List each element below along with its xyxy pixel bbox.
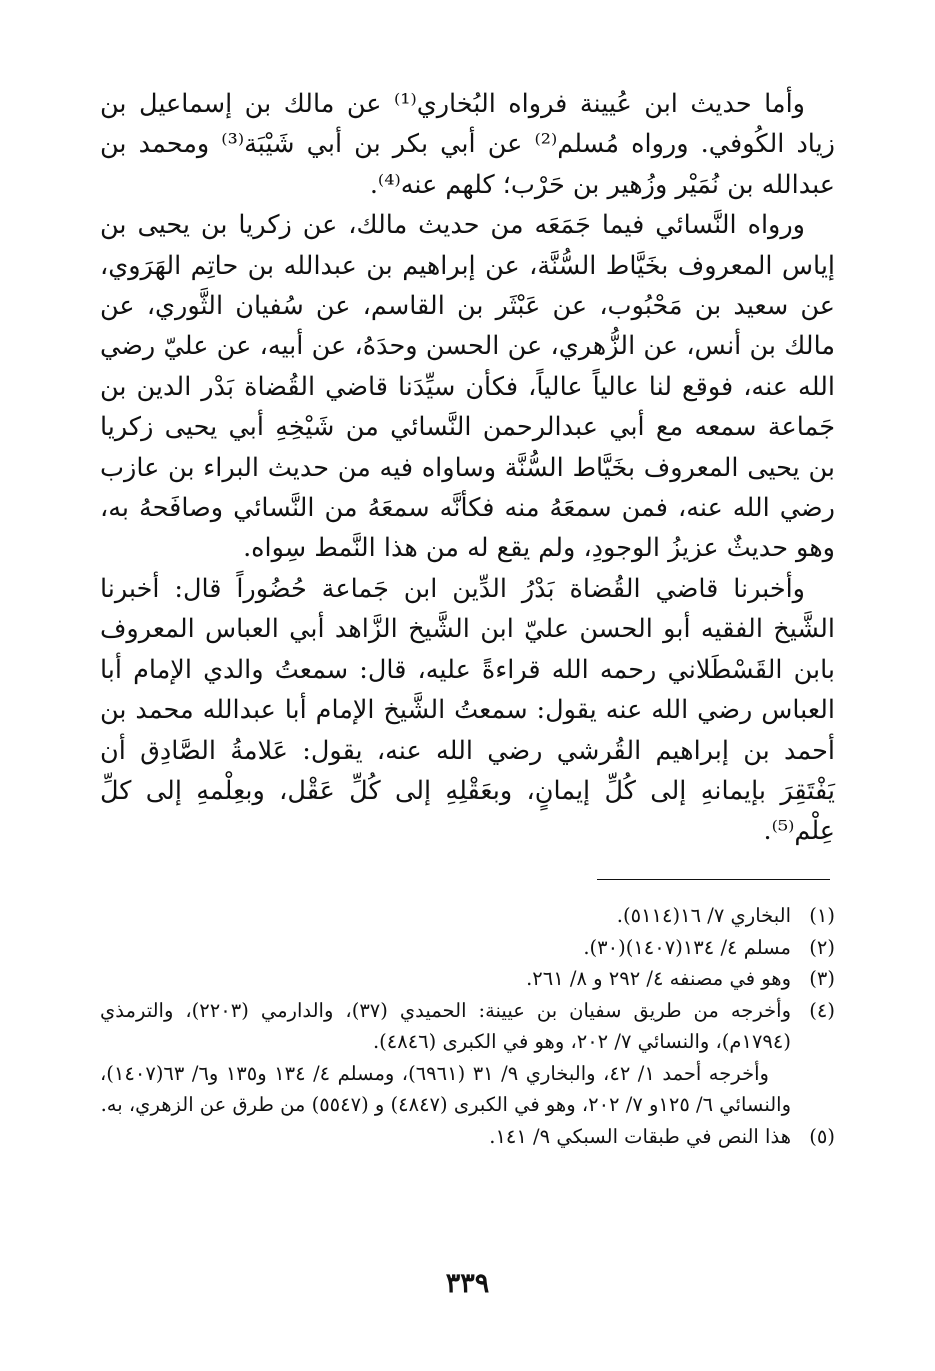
paragraph: ورواه النَّسائي فيما جَمَعَه من حديث مالك، عن زكريا بن يحيى بن إياس المعروف بخَيَّاط السُّنَّة، عن إبراهيم بن عبدالله بن حاتِم الهَرَوي، عن سعيد بن مَحْبُوب، عن عَبْثَر بن القاسم، عن سُفيان الثَّوري، عن مالك بن أنس، عن الزُّهري، عن الحسن وحدَهُ، عن أبيه، عن عليّ رضي الله عنه، فوقع لنا عالياً عالياً، فكأن سيِّدَنا قاضي القُضاة بَدْر الدين بن جَماعة سمعه مع أبي عبدالرحمن النَّسائي من شَيْخِهِ أبي يحيى زكريا بن يحيى المعروف بخَيَّاط السُّنَّة وساواه فيه من حديث البراء بن عازب رضي الله عنه، فمن سمعَهُ منه فكأنَّه سمعَهُ من النَّسائي وصافَحهُ به، وهو حديثٌ عزيزُ الوجودِ، ولم يقع له من هذا النَّمط سِواه. — [100, 210, 835, 564]
footnote-divider — [597, 879, 830, 880]
footnote-text: وهو في مصنفه ٤/ ٢٩٢ و ٨/ ٢٦١. — [526, 967, 791, 990]
page-number: ٣٣٩ — [445, 1268, 490, 1299]
footnote-text: البخاري ٧/ ١٦(٥١١٤). — [616, 904, 791, 927]
footnote-item — [100, 932, 835, 964]
footnote-continuation: وأخرجه أحمد ١/ ٤٢، والبخاري ٩/ ٣١ (٦٩٦١)، ومسلم ٤/ ١٣٤ و١٣٥ و٦/ ٦٣(١٤٠٧)، والنسائي ٦/ ١٢٥و ٧/ ٢٠٢، وهو في الكبرى (٤٨٤٧) و (٥٥٤٧) من طرق عن الزهري، به. — [100, 1061, 791, 1116]
footnote-number: (٥) — [809, 1124, 835, 1148]
footnote-text: مسلم ٤/ ١٣٤(١٤٠٧)(٣٠). — [583, 935, 791, 959]
footnote-item — [100, 995, 835, 1058]
footnote-item — [100, 1121, 835, 1153]
paragraph: وأما حديث ابن عُيينة فرواه البُخاري⁽¹⁾ عن مالك بن إسماعيل بن زياد الكُوفي. ورواه مُسلم⁽²⁾ عن أبي بكر بن أبي شَيْبَة⁽³⁾ ومحمد بن عبدالله بن نُمَيْر وزُهير بن حَرْب؛ كلهم عنه⁽⁴⁾. — [100, 89, 835, 200]
footnotes — [100, 900, 835, 1152]
footnote-number: (٤) — [809, 998, 835, 1022]
footnote-number: (٢) — [809, 935, 835, 959]
footnote-number: (١) — [809, 904, 835, 927]
footnote-item — [100, 900, 835, 932]
footnote-item — [100, 963, 835, 995]
footnote-number: (٣) — [809, 967, 835, 990]
footnote-text: هذا النص في طبقات السبكي ٩/ ١٤١. — [489, 1124, 791, 1148]
main-text — [100, 84, 835, 852]
footnote-text: وأخرجه من طريق سفيان بن عيينة: الحميدي (٣٧)، والدارمي (٢٢٠٣)، والترمذي (١٧٩٤م)، والنسائي ٧/ ٢٠٢، وهو في الكبرى (٤٨٤٦). — [100, 998, 791, 1053]
paragraph: وأخبرنا قاضي القُضاة بَدْرُ الدِّين ابن جَماعة حُضُوراً قال: أخبرنا الشَّيخ الفقيه أبو الحسن عليّ ابن الشَّيخ الزَّاهد أبي العباس المعروف بابن القَسْطَلاني رحمه الله قراءةً عليه، قال: سمعتُ والدي الإمام أبا العباس رضي الله عنه يقول: سمعتُ الشَّيخ الإمام أبا عبدالله محمد بن أحمد بن إبراهيم القُرشي رضي الله عنه، يقول: عَلامةُ الصَّادِق أن يَفْتَقِرَ بإيمانهِ إلى كُلِّ إيمانٍ، وبعَقْلِهِ إلى كُلِّ عَقْل، وبعِلْمهِ إلى كلِّ عِلْم⁽⁵⁾. — [100, 573, 835, 847]
